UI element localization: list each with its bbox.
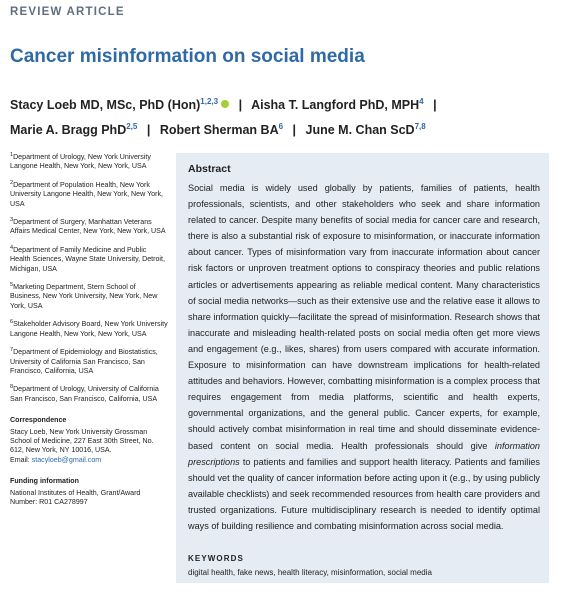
affiliation-text: Department of Epidemiology and Biostatistics, University of California San Francisco, San Francisco, California, USA: [10, 348, 158, 375]
author-name[interactable]: Stacy Loeb MD, MSc, PhD (Hon): [10, 98, 201, 112]
keywords-heading: KEYWORDS: [188, 554, 244, 563]
abstract-heading: Abstract: [188, 163, 231, 175]
affiliation-number: 8: [10, 384, 14, 391]
correspondence-section: [10, 416, 168, 465]
affiliation-item: [10, 179, 168, 209]
affiliation-number: 2: [10, 179, 14, 186]
affiliation-text: Department of Surgery, Manhattan Veterans Affairs Medical Center, New York, New York, USA: [10, 218, 166, 236]
author-affiliation-ref[interactable]: 1,2,3: [200, 97, 219, 106]
affiliation-item: [10, 151, 168, 172]
sidebar: [10, 151, 168, 507]
affiliation-text: Department of Population Health, New York University Langone Health, New York, New York, USA: [10, 180, 163, 208]
article-title: Cancer misinformation on social media: [10, 46, 365, 67]
correspondence-text: Stacy Loeb, New York University Grossman School of Medicine, 227 East 30th Street, No. 612, New York, NY 10016, USA.: [10, 427, 154, 455]
abstract-text-part: Social media is widely used globally by patients, families of patients, health professionals, scientists, and other stakeholders who seek and share information related to cancer. Despite many benefits of social media for cancer care and research, there is also a substantial risk of exposure to misinformation, or inaccurate information about cancer. Types of misinformation vary from inaccurate information about cancer risk factors or unproven treatment options to conspiracy theories and public relations articles or advertisements appearing as reliable medical content. Many characteristics of social media networks—such as their extensive use and the relative ease it allows to share information quickly—facilitate the spread of misinformation. Research shows that inaccurate and misleading health-related posts on social media often get more views and engagement (e.g., likes, shares) from users compared with accurate information. Exposure to misinformation can have downstream implications for health-related attitudes and behaviors. However, combatting misinformation is a complex process that requires engagement from media platforms, scientific and health experts, governmental organizations, and the general public. Cancer experts, for example, should actively combat misinformation in real time and should disseminate evidence-based content on social media. Health professionals should give: [188, 183, 540, 451]
author-name[interactable]: Marie A. Bragg PhD: [10, 123, 127, 137]
affiliation-item: [10, 346, 168, 376]
author-line-1: [10, 91, 555, 116]
author-affiliation-ref[interactable]: 2,5: [126, 122, 138, 131]
affiliation-item: [10, 216, 168, 237]
funding-heading: Funding information: [10, 477, 79, 486]
affiliation-item: [10, 318, 168, 339]
author-name[interactable]: June M. Chan ScD: [305, 123, 415, 137]
author-separator: |: [292, 123, 297, 137]
affiliation-number: 1: [10, 152, 14, 158]
article-type-label: REVIEW ARTICLE: [10, 6, 125, 18]
author-name[interactable]: Aisha T. Langford PhD, MPH: [251, 98, 420, 112]
author-separator: |: [238, 98, 243, 112]
affiliation-item: [10, 281, 168, 311]
correspondence-heading: Correspondence: [10, 416, 67, 425]
affiliation-text: Marketing Department, Stern School of Business, New York University, New York, New York, USA: [10, 283, 158, 310]
author-line-2: [10, 116, 555, 141]
email-link[interactable]: stacyloeb@gmail.com: [31, 455, 102, 464]
abstract-text-part: to patients and families and support health literacy. Patients and families should vet the quality of cancer information before acting upon it (e.g., by using publicly available checklists) and seek recommended resources from health care providers and trusted organizations. Future multidisciplinary research is needed to identify optimal ways of building resilience and combating misinformation across social media.: [188, 456, 540, 531]
correspondence-email-line: [10, 456, 168, 465]
affiliation-text: Stakeholder Advisory Board, New York University Langone Health, New York, New York, USA: [10, 320, 168, 338]
affiliation-item: [10, 383, 168, 404]
author-name[interactable]: Robert Sherman BA: [159, 123, 279, 137]
author-affiliation-ref[interactable]: 4: [419, 97, 424, 106]
affiliation-item: [10, 244, 168, 274]
affiliation-number: 6: [10, 319, 14, 326]
author-separator: |: [433, 98, 437, 112]
keywords-list: digital health, fake news, health literacy, misinformation, social media: [188, 568, 432, 577]
affiliation-number: 4: [10, 244, 14, 251]
author-affiliation-ref[interactable]: 6: [278, 122, 284, 131]
email-label: Email:: [10, 455, 30, 464]
funding-text: National Institutes of Health, Grant/Award Number: R01 CA278997: [10, 488, 141, 506]
affiliation-number: 5: [10, 282, 14, 289]
orcid-icon[interactable]: [221, 100, 229, 108]
affiliation-text: Department of Family Medicine and Public Health Sciences, Wayne State University, Detroit, Michigan, USA: [10, 245, 165, 273]
affiliation-text: Department of Urology, University of California San Francisco, San Francisco, California, USA: [10, 385, 159, 403]
abstract-text: [188, 180, 540, 534]
author-affiliation-ref[interactable]: 7,8: [414, 122, 426, 131]
funding-section: [10, 477, 168, 507]
affiliation-text: Department of Urology, New York University Langone Health, New York, New York, USA: [10, 153, 151, 171]
author-list: [10, 91, 555, 141]
affiliation-number: 3: [10, 217, 14, 224]
abstract-emphasis: information prescriptions: [188, 440, 540, 467]
affiliation-number: 7: [10, 347, 14, 354]
author-separator: |: [146, 123, 151, 137]
